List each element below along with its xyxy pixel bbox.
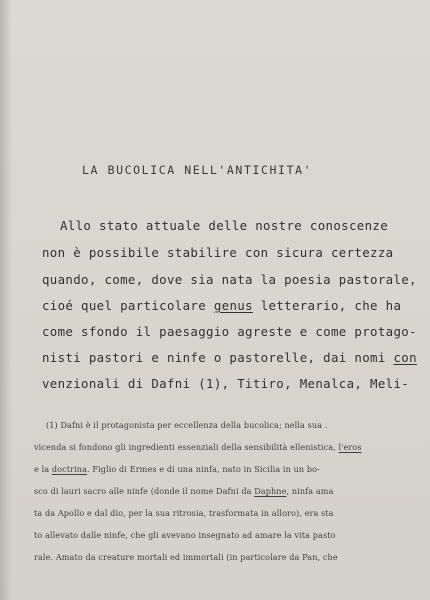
footnote-line: e la doctrina. Figlio di Ermes e di una ninfa, nato in Sicilia in un bo- bbox=[34, 464, 320, 474]
footnote-line: (1) Dafni è il protagonista per eccellenza della bucolica; nella sua . bbox=[46, 420, 328, 430]
footnote-line: vicenda si fondono gli ingredienti essenziali della sensibilità ellenistica, l'eros bbox=[34, 442, 362, 452]
body-line: venzionali di Dafni (1), Titiro, Menalca, Meli- bbox=[42, 376, 410, 391]
footnote-line: to allevato dalle ninfe, che gli avevano insegnato ad amare la vita pasto bbox=[34, 530, 336, 540]
body-line: cioé quel particolare genus letterario, che ha bbox=[42, 298, 402, 313]
footnote-line: sco di lauri sacro alle ninfe (donde il nome Dafni da Daphne, ninfa ama bbox=[34, 486, 334, 496]
underlined-term: doctrina bbox=[51, 464, 87, 474]
underlined-term: genus bbox=[213, 298, 253, 313]
footnote-line: rale. Amato da creature mortali ed immortali (in particolare da Pan, che bbox=[34, 552, 338, 562]
body-line: nisti pastori e ninfe o pastorelle, dai nomi con bbox=[42, 350, 417, 365]
chapter-title: LA BUCOLICA NELL'ANTICHITA' bbox=[82, 163, 313, 177]
underlined-term: con bbox=[393, 350, 417, 365]
underlined-term: l'eros bbox=[338, 442, 362, 452]
body-line: quando, come, dove sia nata la poesia pastorale, bbox=[42, 272, 417, 287]
footnote-line: ta da Apollo e dal dio, per la sua ritrosia, trasformata in alloro), era sta bbox=[34, 508, 334, 518]
body-line: non è possibile stabilire con sicura certezza bbox=[42, 245, 394, 260]
underlined-term: Daphne bbox=[254, 486, 287, 496]
body-line: come sfondo il paesaggio agreste e come protago- bbox=[42, 324, 417, 339]
body-line: Allo stato attuale delle nostre conoscenze bbox=[60, 218, 389, 233]
